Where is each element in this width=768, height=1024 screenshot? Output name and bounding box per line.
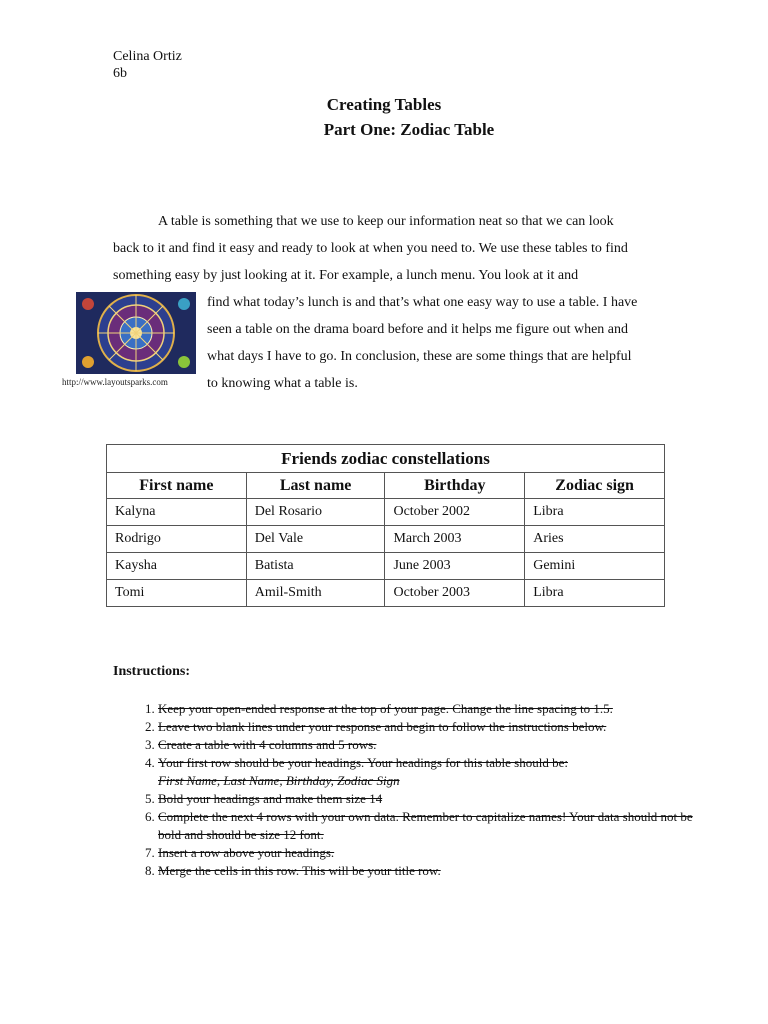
table-cell: March 2003 [385, 526, 525, 553]
table-title-row [107, 445, 665, 473]
header-block [113, 48, 182, 82]
list-item [158, 736, 698, 754]
list-item [158, 790, 698, 808]
table-title: Friends zodiac constellations [107, 445, 665, 473]
table-row [107, 499, 665, 526]
table-cell: Amil-Smith [246, 580, 385, 607]
paragraph-part-2: find what today’s lunch is and that’s what one easy way to use a table. I have seen a table on the drama board before and it helps me figure out when and what days I have to go. In conclusion, these are some things that are helpful to knowing what a table is. [207, 295, 638, 391]
instruction-text: Leave two blank lines under your response and begin to follow the instructions below. [158, 719, 607, 734]
list-item [158, 844, 698, 862]
table-cell: Batista [246, 553, 385, 580]
table-cell: Aries [525, 526, 665, 553]
image-caption: http://www.layoutsparks.com [62, 377, 168, 387]
zodiac-wheel-icon [76, 292, 196, 374]
instruction-text: Complete the next 4 rows with your own data. Remember to capitalize names! Your data should not be bold and should be size 12 font. [158, 809, 693, 842]
instruction-text: Bold your headings and make them size 14 [158, 791, 383, 806]
list-item [158, 808, 698, 844]
table-row [107, 553, 665, 580]
list-item [158, 718, 698, 736]
document-title: Creating Tables [326, 95, 442, 114]
table-cell: Kaysha [107, 553, 247, 580]
table-row [107, 580, 665, 607]
table-row [107, 526, 665, 553]
instructions-list [113, 700, 698, 880]
list-item [158, 862, 698, 880]
table-cell: Tomi [107, 580, 247, 607]
header-last-name: Last name [246, 473, 385, 499]
list-item [158, 754, 698, 790]
list-item [158, 700, 698, 718]
instruction-text: Your first row should be your headings. Your headings for this table should be: [158, 755, 568, 770]
table-cell: Del Vale [246, 526, 385, 553]
instruction-text: Merge the cells in this row. This will be your title row. [158, 863, 441, 878]
table-cell: Kalyna [107, 499, 247, 526]
class-label: 6b [113, 66, 127, 81]
table-header-row [107, 473, 665, 499]
student-name: Celina Ortiz [113, 49, 182, 64]
instruction-subtext: First Name, Last Name, Birthday, Zodiac Sign [158, 773, 400, 788]
table-cell: Del Rosario [246, 499, 385, 526]
table-cell: June 2003 [385, 553, 525, 580]
table-cell: October 2002 [385, 499, 525, 526]
paragraph-part-1: A table is something that we use to keep our information neat so that we can look back to it and find it easy and ready to look at when you need to. We use these tables to find something easy by just looking at it. For example, a lunch menu. You look at it and [113, 214, 628, 283]
table-cell: Gemini [525, 553, 665, 580]
instruction-text: Keep your open-ended response at the top of your page. Change the line spacing to 1.5. [158, 701, 613, 716]
table-cell: Rodrigo [107, 526, 247, 553]
zodiac-wheel-image [76, 292, 196, 374]
instruction-text: Insert a row above your headings. [158, 845, 335, 860]
table-cell: October 2003 [385, 580, 525, 607]
zodiac-table [106, 444, 665, 607]
header-zodiac-sign: Zodiac sign [525, 473, 665, 499]
instruction-text: Create a table with 4 columns and 5 rows. [158, 737, 377, 752]
instructions-title: Instructions: [113, 664, 191, 679]
document-subtitle: Part One: Zodiac Table [323, 120, 495, 139]
header-birthday: Birthday [385, 473, 525, 499]
table-cell: Libra [525, 580, 665, 607]
table-cell: Libra [525, 499, 665, 526]
header-first-name: First name [107, 473, 247, 499]
